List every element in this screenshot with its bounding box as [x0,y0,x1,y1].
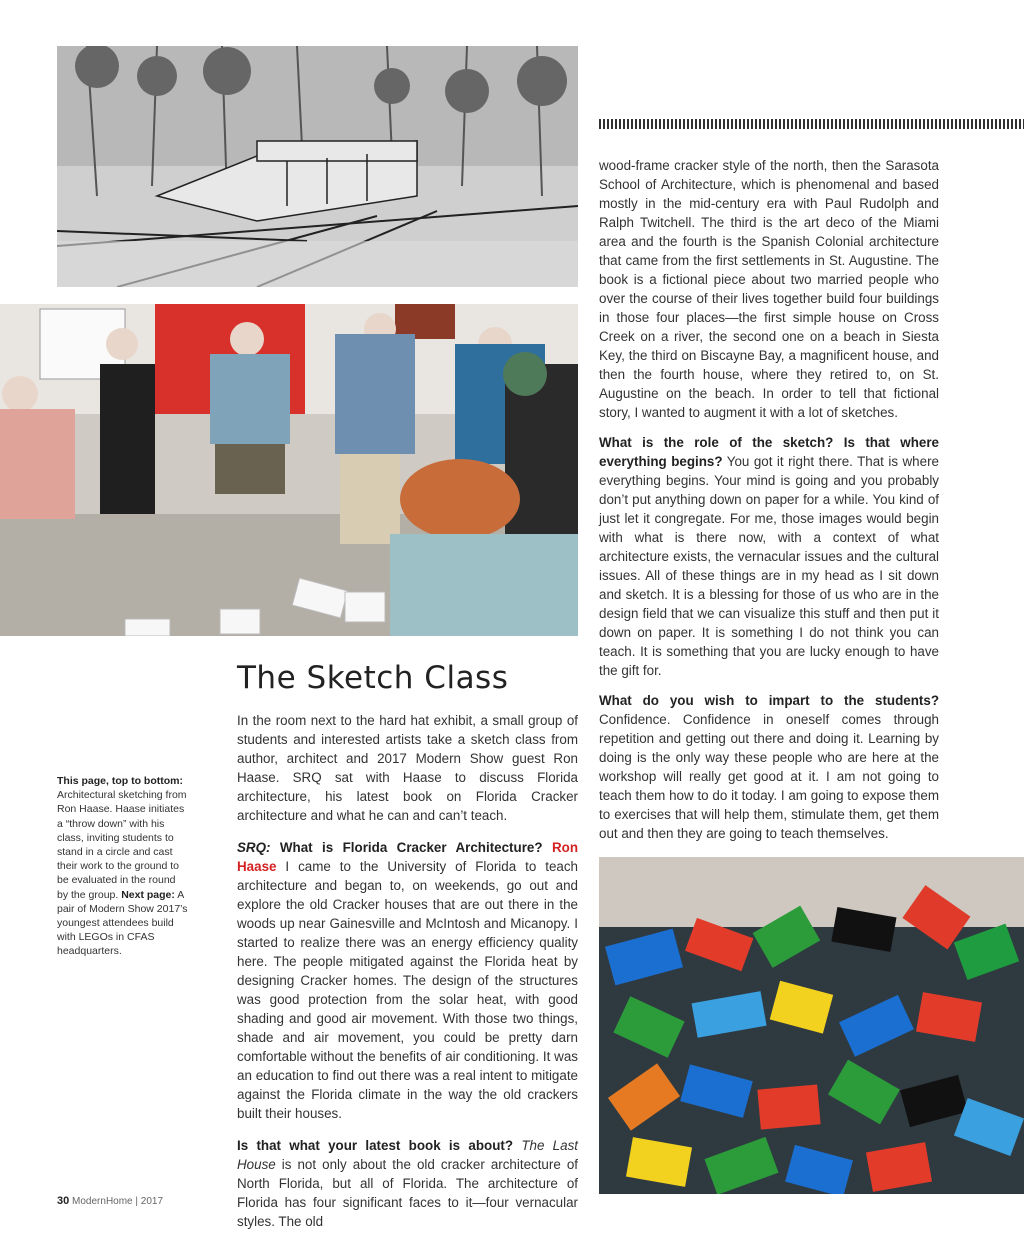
continued-paragraph: wood-frame cracker style of the north, then the Sarasota School of Architecture, which is phenomenal and based mostly in the mid-century era with Paul Rudolph and Ralph Twitchell. The third is the art deco of the Miami area and the fourth is the Spanish Colonial architecture that came from the first settlements in St. Augustine. The book is a fictional piece about two married people who over the course of their lives together build four buildings in those four places—the first simple house on Cross Creek on a river, the second one on a beach in Siesta Key, the third on Biscayne Bay, a magnificent house, and then the fourth house, where they retired to, on St. Augustine on the beach. In order to tell that fictional story, I wanted to augment it with a lot of sketches. [599,158,939,420]
caption-lead-next-page: Next page: [121,888,175,901]
lego-bricks-photo [599,857,1024,1194]
photo-caption [57,774,189,959]
qa-block-3 [599,433,939,680]
question-2: Is that what your latest book is about? [237,1138,514,1153]
article-column-middle [237,711,578,1231]
folio-separator: | [135,1196,139,1207]
answer-1: I came to the University of Florida to teach architecture and began to, on weekends, go out and explore the old Cracker houses that are out there in the woods up near Gainesville and McIntosh and Micanopy. I started to realize there was an energy efficiency quality here. The people mitigated against the Florida heat by designing Cracker homes. The design of the structures was good protection from the solar heat, with good shading and good air movement. With those two things, shade and air movement, you could be pretty darn comfortable without the benefits of air conditioning. It was an education to find out there was a real intent to mitigate against the Florida climate in the way the old crackers built their houses. [237,859,578,1121]
article-title: The Sketch Class [237,660,509,696]
qa-block-2 [237,1136,578,1231]
decorative-dash-rule [599,119,1024,129]
caption-text-this-page: Architectural sketching from Ron Haase. Haase initiates a “throw down” with his class, inviting students to stand in a circle and cast their work to the ground to be evaluated in the round by the group. [57,789,187,901]
question-3: What is the role of the sketch? Is that where everything begins? [599,435,939,469]
qa-block-1 [237,838,578,1123]
qa-block-4 [599,691,939,843]
question-4: What do you wish to impart to the students? [599,693,939,708]
magazine-name: ModernHome [72,1196,133,1207]
answer-3: You got it right there. That is where everything begins. Your mind is going and you probably don’t put anything down on paper for a while. You kind of just let it congregate. For me, those images would begin with what is there now, with a context of what architecture exists, the vernacular issues and the cultural issues. All of these things are in my head as I sit down and sketch. It is a blessing for those of us who are in the design field that we can visualize this stuff and then put it down on paper. It is something I do not think you can teach. It is something that you are lucky enough to have the gift for. [599,454,939,678]
sketch-class-photo [0,304,578,636]
architectural-sketch-image [57,46,578,287]
intro-paragraph: In the room next to the hard hat exhibit, a small group of students and interested artists take a sketch class from author, architect and 2017 Modern Show guest Ron Haase. SRQ sat with Haase to discuss Florida architecture, his latest book on Florida Cracker architecture and what he can and can’t teach. [237,713,578,823]
page-number: 30 [57,1195,70,1207]
caption-text-next-page: A pair of Modern Show 2017’s youngest attendees build with LEGOs in CFAS headquarters. [57,888,188,958]
issue-year: 2017 [140,1196,164,1207]
page-folio [57,1195,163,1207]
question-1: What is Florida Cracker Architecture? [270,840,543,855]
article-column-right [599,156,939,843]
speaker-name: Ron Haase [237,840,578,874]
book-title: The Last House [237,1138,578,1172]
caption-lead-this-page: This page, top to bottom: [57,775,183,787]
answer-2: is not only about the old cracker architecture of North Florida, but all of Florida. The architecture of Florida has four significant faces to it—four vernacular styles. The old [237,1157,578,1229]
answer-4: Confidence. Confidence in oneself comes through repetition and getting out there and doing it. Learning by doing is the only way these people who are here at the workshop will really get good at it. I am not going to teach them how to do it today. I am going to expose them to exercises that will help them, stimulate them, get them out and then they are going to teach themselves. [599,712,939,841]
srq-lead: SRQ: [237,840,271,855]
